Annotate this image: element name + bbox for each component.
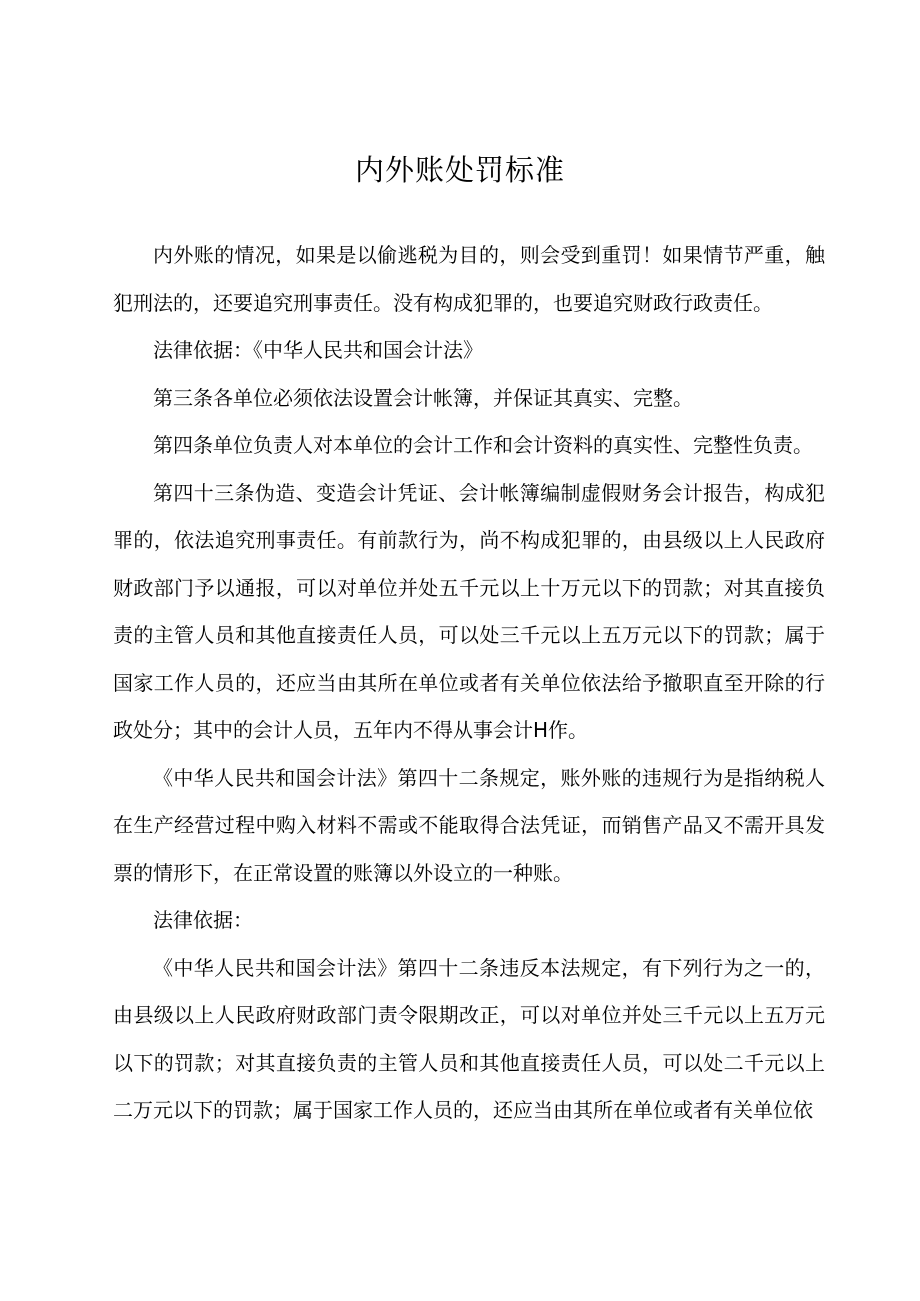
paragraph-article-43: 第四十三条伪造、变造会计凭证、会计帐簿编制虚假财务会计报告，构成犯罪的，依法追究刑事责任。有前款行为，尚不构成犯罪的，由县级以上人民政府财政部门予以通报，可以对单位并处五千元以上十万元以下的罚款；对其直接负责的主管人员和其他直接责任人员，可以处三千元以上五万元以下的罚款；属于国家工作人员的，还应当由其所在单位或者有关单位依法给予撤职直至开除的行政处分；其中的会计人员，五年内不得从事会计H作。 (113, 480, 825, 742)
paragraph-article-3: 第三条各单位必须依法设置会计帐簿，并保证其真实、完整。 (153, 385, 693, 410)
paragraph-legal-basis: 法律依据：《中华人民共和国会计法》 (153, 338, 483, 362)
paragraph-article-42-penalties: 《中华人民共和国会计法》第四十二条违反本法规定，有下列行为之一的，由县级以上人民政府财政部门责令限期改正，可以对单位并处三千元以上五万元以下的罚款；对其直接负责的主管人员和其他直接责任人员，可以处二千元以上二万元以下的罚款；属于国家工作人员的，还应当由其所在单位或者有关单位依 (113, 955, 825, 1122)
document-body (113, 232, 825, 1135)
paragraph-article-4: 第四条单位负责人对本单位的会计工作和会计资料的真实性、完整性负责。 (153, 433, 813, 457)
document-title: 内外账处罚标准 (354, 153, 565, 188)
paragraph-article-42-definition: 《中华人民共和国会计法》第四十二条规定，账外账的违规行为是指纳税人在生产经营过程中购入材料不需或不能取得合法凭证，而销售产品又不需开具发票的情形下，在正常设置的账簿以外设立的一种账。 (113, 765, 825, 885)
paragraph-intro: 内外账的情况，如果是以偷逃税为目的，则会受到重罚！如果情节严重，触犯刑法的，还要追究刑事责任。没有构成犯罪的，也要追究财政行政责任。 (113, 243, 825, 315)
paragraph-legal-basis-2: 法律依据： (153, 908, 253, 932)
